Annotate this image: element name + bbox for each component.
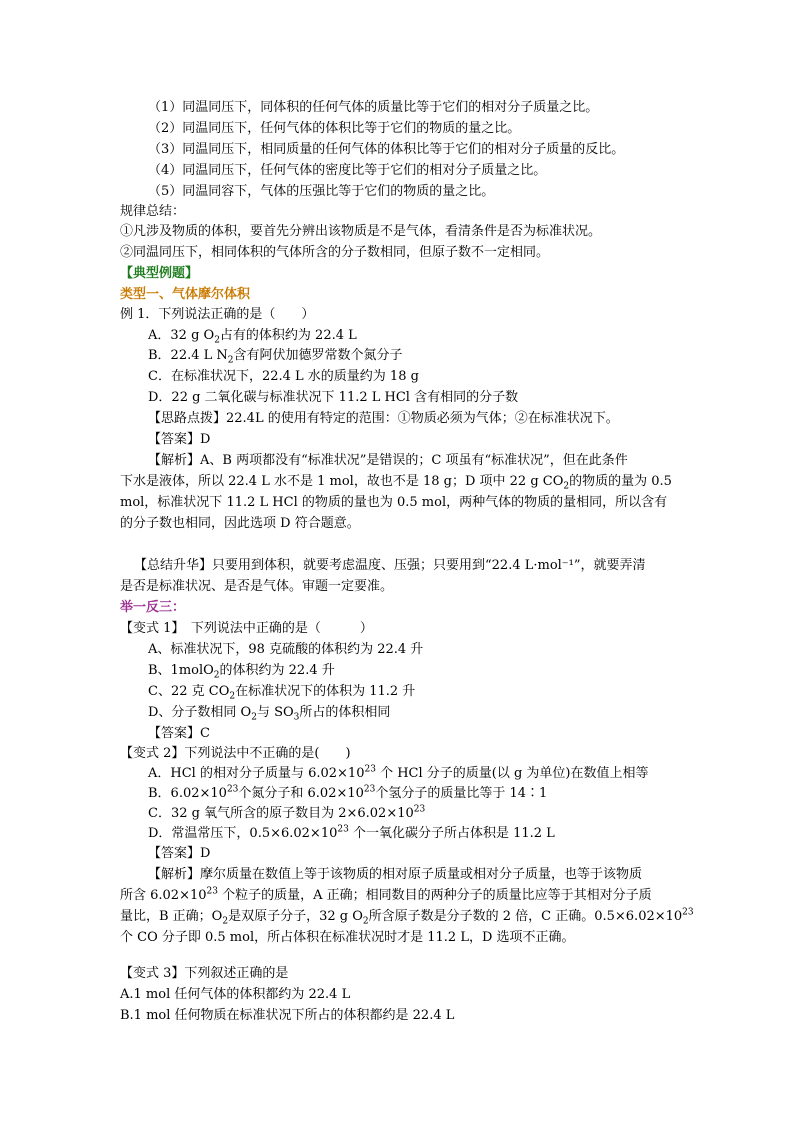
variant-1-option-d: D、分子数相同 $O_2$与 $SO_3$所占的体积相同: [148, 705, 391, 723]
variant-1-option-b: B、1molO$_2$的体积约为 22.4 升: [148, 663, 335, 681]
example-1-option-a: A．32 g $O_2$占有的体积约为 22.4 L: [148, 328, 357, 346]
summary-title: 规律总结：: [120, 204, 186, 219]
summary-point-2: ②同温同压下，相同体积的气体所含的分子数相同，但原子数不一定相同。: [120, 245, 550, 260]
practice-title: 举一反三：: [120, 600, 186, 615]
variant-2-analysis-line-4: 个 CO 分子即 0.5 mol，所占体积在标准状况时才是 11.2 L，D 选项不正确。: [120, 930, 575, 945]
variant-2-analysis-line-3: 量比，B 正确；$O_2$是双原子分子，32 g $O_2$所含原子数是分子数的 2 倍，C 正确。$0.5\times 6.02\times 10^{23}$: [120, 907, 694, 927]
variant-2-option-b: B．$6.02\times 10^{23}$个氮分子和 $6.02\times 10^{23}$个氢分子的质量比等于 14∶1: [148, 784, 548, 801]
rule-1: （1）同温同压下，同体积的任何气体的质量比等于它们的相对分子质量之比。: [148, 100, 599, 115]
variant-2-analysis-line-2: 所含 $6.02\times 10^{23}$ 个粒子的质量，A 正确；相同数目的两种分子的质量比应等于其相对分子质: [120, 886, 652, 903]
rule-3: （3）同温同压下，相同质量的任何气体的体积比等于它们的相对分子质量的反比。: [148, 142, 625, 157]
variant-1-option-a: A、标准状况下，98 克硫酸的体积约为 22.4 升: [148, 642, 424, 657]
example-1-answer: 【答案】D: [148, 432, 211, 447]
example-1-option-c: C．在标准状况下，22.4 L 水的质量约为 18 g: [148, 369, 419, 384]
section-title: 【典型例题】: [120, 266, 199, 281]
variant-1-option-c: C、22 克 $CO_2$在标准状况下的体积为 11.2 升: [148, 684, 416, 702]
variant-2-answer: 【答案】D: [148, 846, 211, 861]
variant-2-option-c: C．32 g 氧气所含的原子数目为 $2\times 6.02\times 10^{23}$: [148, 804, 426, 821]
example-1-option-b: B．22.4 L $N_2$含有阿伏加德罗常数个氮分子: [148, 348, 403, 366]
summary-point-1: ①凡涉及物质的体积，要首先分辨出该物质是不是气体，看清条件是否为标准状况。: [120, 224, 602, 239]
rule-4: （4）同温同压下，任何气体的密度比等于它们的相对分子质量之比。: [148, 163, 547, 178]
variant-2-option-d: D．常温常压下，$0.5\times 6.02\times 10^{23}$ 个一氧化碳分子所占体积是 11.2 L: [148, 824, 555, 841]
conclusion-line-2: 是否是标准状况、是否是气体。审题一定要准。: [120, 579, 394, 594]
variant-2-question: 【变式 2】下列说法中不正确的是( ): [120, 746, 351, 761]
rule-2: （2）同温同压下，任何气体的体积比等于它们的物质的量之比。: [148, 121, 521, 136]
type-title: 类型一、气体摩尔体积: [120, 287, 251, 302]
rule-5: （5）同温同容下，气体的压强比等于它们的物质的量之比。: [148, 184, 495, 199]
example-1-option-d: D．22 g 二氧化碳与标准状况下 11.2 L HCl 含有相同的分子数: [148, 390, 519, 405]
variant-2-analysis-line-1: 【解析】摩尔质量在数值上等于该物质的相对原子质量或相对分子质量，也等于该物质: [148, 867, 643, 882]
conclusion-line-1: 【总结升华】只要用到体积，就要考虑温度、压强；只要用到“22.4 L·mol⁻¹”，就要弄清: [134, 558, 646, 573]
variant-3-question: 【变式 3】下列叙述正确的是: [120, 966, 289, 981]
variant-1-question: 【变式 1】 下列说法中正确的是（ ）: [120, 621, 373, 636]
variant-2-option-a: A．HCl 的相对分子质量与 $6.02\times 10^{23}$ 个 HCl 分子的质量(以 g 为单位)在数值上相等: [148, 764, 649, 781]
variant-3-option-a: A.1 mol 任何气体的体积都约为 22.4 L: [120, 987, 351, 1002]
variant-1-answer: 【答案】C: [148, 726, 210, 741]
example-1-question: 例 1．下列说法正确的是（ ）: [120, 307, 315, 322]
example-1-analysis-line-3: mol，标准状况下 11.2 L HCl 的物质的量也为 0.5 mol，两种气体的物质的量相同，所以含有: [120, 495, 668, 510]
example-1-analysis-line-1: 【解析】A、B 两项都没有“标准状况”是错误的；C 项虽有“标准状况”，但在此条件: [148, 453, 628, 468]
example-1-analysis-line-4: 的分子数也相同，因此选项 D 符合题意。: [120, 516, 360, 531]
example-1-analysis-line-2: 下水是液体，所以 22.4 L 水不是 1 mol，故也不是 18 g；D 项中 22 g $CO_2$的物质的量为 0.5: [120, 474, 672, 492]
example-1-hint: 【思路点拨】22.4L 的使用有特定的范围：①物质必须为气体；②在标准状况下。: [148, 411, 619, 426]
variant-3-option-b: B.1 mol 任何物质在标准状况下所占的体积都约是 22.4 L: [120, 1008, 455, 1023]
